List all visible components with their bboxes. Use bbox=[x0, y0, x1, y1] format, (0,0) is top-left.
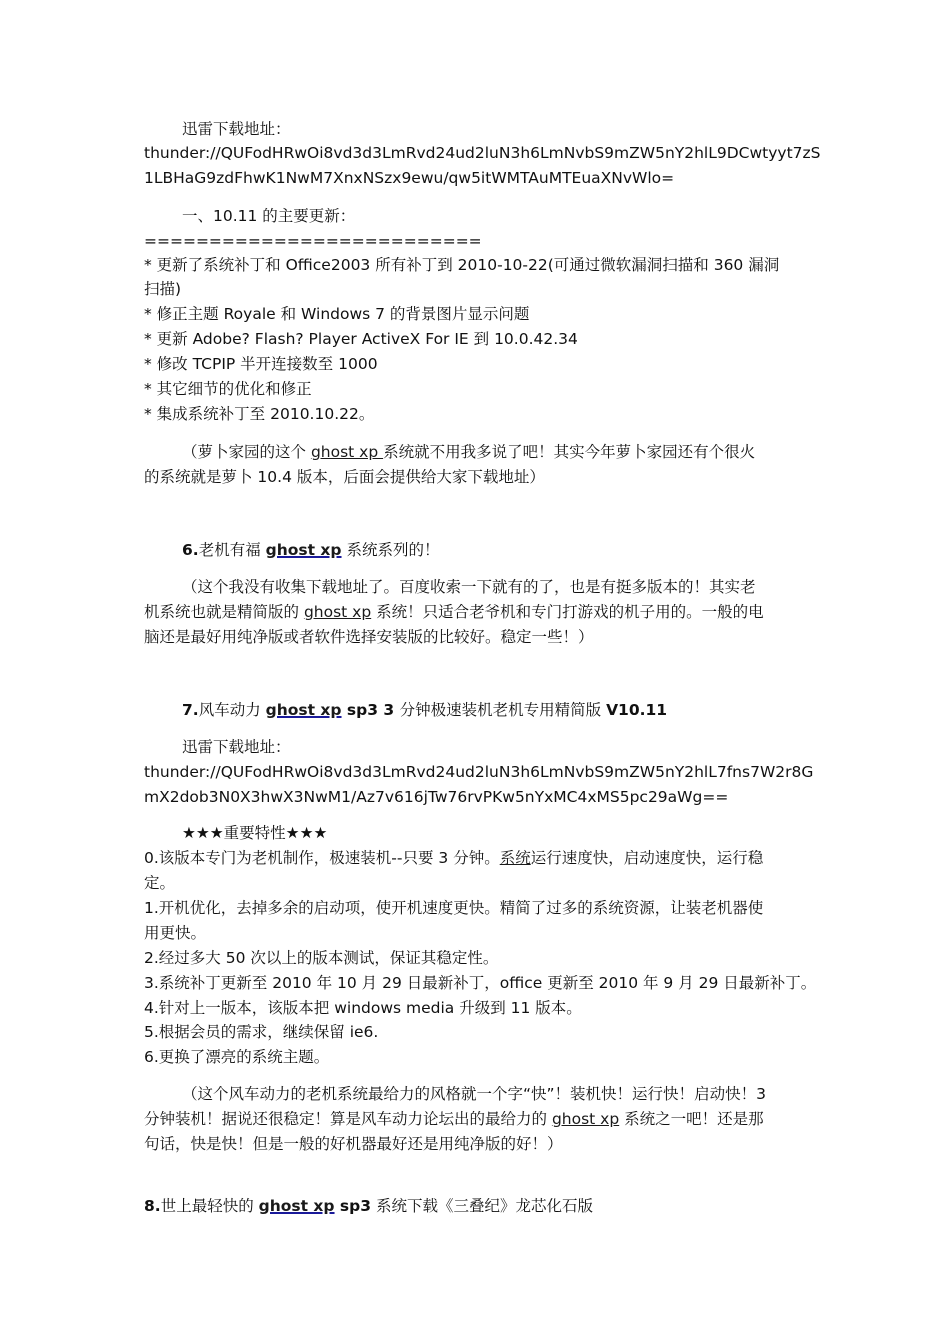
feature-4: 4.针对上一版本，该版本把 windows media 升级到 11 版本。 bbox=[144, 999, 582, 1017]
section-number: 8. bbox=[144, 1197, 161, 1215]
update-item-1-cont: 扫描) bbox=[144, 280, 182, 298]
paragraph-text: 机系统也就是精简版的 bbox=[144, 603, 304, 621]
comment-paragraph-1-cont: 的系统就是萝卜 10.4 版本，后面会提供给大家下载地址） bbox=[144, 468, 545, 486]
feature-text: 运行速度快，启动速度快，运行稳 bbox=[530, 849, 764, 867]
update-item-6: * 集成系统补丁至 2010.10.22。 bbox=[144, 405, 375, 423]
comment-paragraph-1 bbox=[182, 441, 755, 463]
update-item-3: * 更新 Adobe? Flash? Player ActiveX For IE 到 10.0.42.34 bbox=[144, 330, 578, 348]
thunder-url-line-2[interactable]: mX2dob3N0X3hwX3NwM1/Az7v616jTw76rvPKw5nYxMC4xMS5pc29aWg== bbox=[144, 788, 729, 806]
heading-text: 老机有福 bbox=[198, 541, 266, 559]
comment-text: （萝卜家园的这个 bbox=[182, 443, 311, 461]
section-7-heading bbox=[182, 699, 667, 721]
section-6-paragraph-line-1: （这个我没有收集下载地址了。百度收索一下就有的了，也是有挺多版本的！其实老 bbox=[182, 578, 756, 596]
ghost-xp-link[interactable]: ghost xp bbox=[265, 701, 342, 719]
comment-text: 系统之一吧！还是那 bbox=[619, 1110, 764, 1128]
heading-text: 系统系列的！ bbox=[341, 541, 440, 559]
updates-title: 一、10.11 的主要更新： bbox=[182, 207, 356, 225]
feature-1: 1.开机优化，去掉多余的启动项，使开机速度更快。精简了过多的系统资源，让装老机器使 bbox=[144, 899, 764, 917]
section-number: 7. bbox=[182, 701, 199, 719]
thunder-url-line-2[interactable]: 1LBHaG9zdFhwK1NwM7XnxNSzx9ewu/qw5itWMTAuMTEuaXNvWlo= bbox=[144, 169, 675, 187]
heading-text: 分钟极速装机老机专用精简版 bbox=[399, 701, 607, 719]
update-item-2: * 修正主题 Royale 和 Windows 7 的背景图片显示问题 bbox=[144, 305, 530, 323]
feature-text: 0.该版本专门为老机制作，极速装机--只要 3 分钟。 bbox=[144, 849, 500, 867]
section-number: 6. bbox=[182, 541, 199, 559]
heading-text: sp3 3 bbox=[341, 701, 400, 719]
heading-text: 风车动力 bbox=[198, 701, 266, 719]
separator-line: ========================== bbox=[144, 232, 482, 250]
feature-0 bbox=[144, 847, 763, 869]
thunder-url-line-1[interactable]: thunder://QUFodHRwOi8vd3d3LmRvd24ud2luN3h6LmNvbS9mZW5nY2hlL7fns7W2r8G bbox=[144, 763, 814, 781]
feature-3: 3.系统补丁更新至 2010 年 10 月 29 日最新补丁，office 更新至 2010 年 9 月 29 日最新补丁。 bbox=[144, 974, 817, 992]
ghost-xp-link[interactable]: ghost xp bbox=[310, 443, 384, 461]
update-item-5: * 其它细节的优化和修正 bbox=[144, 380, 312, 398]
section-7-comment-line-3: 句话，快是快！但是一般的好机器最好还是用纯净版的好！） bbox=[144, 1135, 563, 1153]
comment-text: 分钟装机！据说还很稳定！算是风车动力论坛出的最给力的 bbox=[144, 1110, 552, 1128]
feature-1-cont: 用更快。 bbox=[144, 924, 207, 942]
section-8-heading bbox=[144, 1195, 593, 1217]
features-title: ★★★重要特性★★★ bbox=[182, 824, 328, 842]
heading-text: 系统下载《三叠纪》龙芯化石版 bbox=[371, 1197, 593, 1215]
update-item-4: * 修改 TCPIP 半开连接数至 1000 bbox=[144, 355, 378, 373]
feature-0-cont: 定。 bbox=[144, 874, 176, 892]
section-7-comment-line-1: （这个风车动力的老机系统最给力的风格就一个字“快”！装机快！运行快！启动快！3 bbox=[182, 1085, 766, 1103]
version-label: V10.11 bbox=[606, 701, 668, 719]
ghost-xp-link[interactable]: ghost xp bbox=[303, 603, 372, 621]
comment-text: 系统就不用我多说了吧！其实今年萝卜家园还有个很火 bbox=[383, 443, 756, 461]
section-6-heading bbox=[182, 539, 439, 561]
download-label: 迅雷下载地址： bbox=[182, 738, 291, 756]
section-7-comment-line-2 bbox=[144, 1108, 764, 1130]
ghost-xp-link[interactable]: ghost xp bbox=[258, 1197, 335, 1215]
heading-text: 世上最轻快的 bbox=[160, 1197, 259, 1215]
update-item-1: * 更新了系统补丁和 Office2003 所有补丁到 2010-10-22(可通过微软漏洞扫描和 360 漏洞 bbox=[144, 256, 780, 274]
paragraph-text: 系统！只适合老爷机和专门打游戏的机子用的。一般的电 bbox=[371, 603, 764, 621]
section-6-paragraph-line-2 bbox=[144, 601, 764, 623]
heading-text: sp3 bbox=[334, 1197, 372, 1215]
thunder-url-line-1[interactable]: thunder://QUFodHRwOi8vd3d3LmRvd24ud2luN3h6LmNvbS9mZW5nY2hlL9DCwtyyt7zS bbox=[144, 144, 821, 162]
feature-5: 5.根据会员的需求，继续保留 ie6. bbox=[144, 1023, 379, 1041]
feature-2: 2.经过多大 50 次以上的版本测试，保证其稳定性。 bbox=[144, 949, 499, 967]
feature-6: 6.更换了漂亮的系统主题。 bbox=[144, 1048, 330, 1066]
section-6-paragraph-line-3: 脑还是最好用纯净版或者软件选择安装版的比较好。稳定一些！） bbox=[144, 628, 594, 646]
ghost-xp-link[interactable]: ghost xp bbox=[265, 541, 342, 559]
download-label: 迅雷下载地址： bbox=[182, 120, 291, 138]
ghost-xp-link[interactable]: ghost xp bbox=[551, 1110, 620, 1128]
system-link[interactable]: 系统 bbox=[499, 849, 531, 867]
